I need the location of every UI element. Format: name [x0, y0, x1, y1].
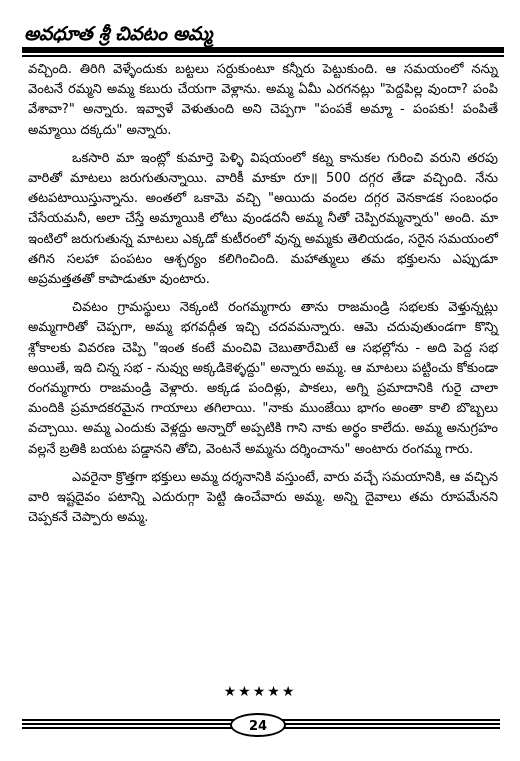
paragraph: ఒకసారి మా ఇంట్లో కుమార్తె పెళ్ళి విషయంలో కట్న కానుకల గురించి వరుని తరపు వారితో మాటలు జరుగుతున్నాయి. వారికీ మాకూ రూ॥ 500 దగ్గర తేడా వచ్చింది. నేను తటపటాయిస్తున్నాను. అంతలో ఒకామె వచ్చి "అయిదు వందల దగ్గర వెనకాడక సంబంధం చేసేయమనీ, అలా చేస్తే అమ్మాయికి లోటు వుండదనీ అమ్మ నీతో చెప్పిరమ్మన్నారు" అంది. మా ఇంటిలో జరుగుతున్న మాటలు ఎక్కడో కుటీరంలో వున్న అమ్మకు తెలియడం, సరైన సమయంలో తగిన సలహా పంపటం ఆశ్చర్యం కలిగించింది. మహాత్ములు తమ భక్తులను ఎప్పుడూ అప్రమత్తతతో కాపాడుతూ వుంటారు.: [28, 150, 498, 288]
header-title: అవధూత శ్రీ చివటం అమ్మ: [24, 23, 213, 45]
paragraph: ఎవరైనా క్రొత్తగా భక్తులు అమ్మ దర్శనానికి వస్తుంటే, వారు వచ్చే సమయానికి, ఆ వచ్చిన వారి ఇష్టదైవం పటాన్ని ఎదురుగ్గా పెట్టి ఉంచేవారు అమ్మ. అన్ని దైవాలు తమ రూపమేనని చెప్పకనే చెప్పారు అమ్మ.: [28, 469, 498, 526]
page-footer: [22, 713, 500, 739]
paragraph: చివటం గ్రామస్థులు నెక్కంటి రంగమ్మగారు తాను రాజమండ్రి సభలకు వెళ్తున్నట్లు అమ్మగారితో చెప్పగా, అమ్మ భగవద్గీత ఇచ్చి చదవమన్నారు. ఆమె చదువుతుండగా కొన్ని శ్లోకాలకు వివరణ చెప్పి "ఇంత కంటే మంచివి చెబుతారేమిటే ఆ సభల్లోను - అది పెద్ద సభ అయితే, ఇది చిన్న సభ - నువ్వు అక్కడికెళ్ళద్దు" అన్నారు అమ్మ. ఆ మాటలు పట్టించు కోకుండా రంగమ్మగారు రాజమండ్రి వెళ్లారు. అక్కడ పందిళ్లు, పాకలు, అగ్ని ప్రమాదానికి గురై చాలా మందికి ప్రమాదకరమైన గాయాలు తగిలాయి. "నాకు ముంజేయి భాగం అంతా కాలి బొబ్బలు వచ్చాయి. అమ్మ ఎందుకు వెళ్లద్దు అన్నారో అప్పటికి గాని నాకు అర్థం కాలేదు. అమ్మ అనుగ్రహం వల్లనే బ్రతికి బయట పడ్డానని తోచి, వెంటనే అమ్మను దర్శించాను" అంటారు రంగమ్మ గారు.: [28, 300, 498, 457]
page-number: 24: [230, 713, 286, 737]
section-separator: ★★★★★: [223, 684, 297, 700]
running-header: [22, 22, 504, 57]
body-text: [28, 60, 498, 536]
header-rule: [22, 47, 504, 53]
header-rule-thin: [22, 55, 504, 57]
paragraph: వచ్చింది. తిరిగి వెళ్ళేందుకు బట్టలు సర్దుకుంటూ కన్నీరు పెట్టుకుంది. ఆ సమయంలో నన్ను వెంటనే రమ్మని అమ్మ కబురు చేయగా వెళ్లాను. అమ్మ ఏమీ ఎరగనట్లు "పెద్దపిల్ల వుందా? పంపి వేశావా?" అన్నారు. ఇవ్వాళే వెళుతుంది అని చెప్పగా "పంపకే అమ్మా - పంపకు! పంపితే అమ్మాయి దక్కదు" అన్నారు.: [28, 62, 498, 138]
